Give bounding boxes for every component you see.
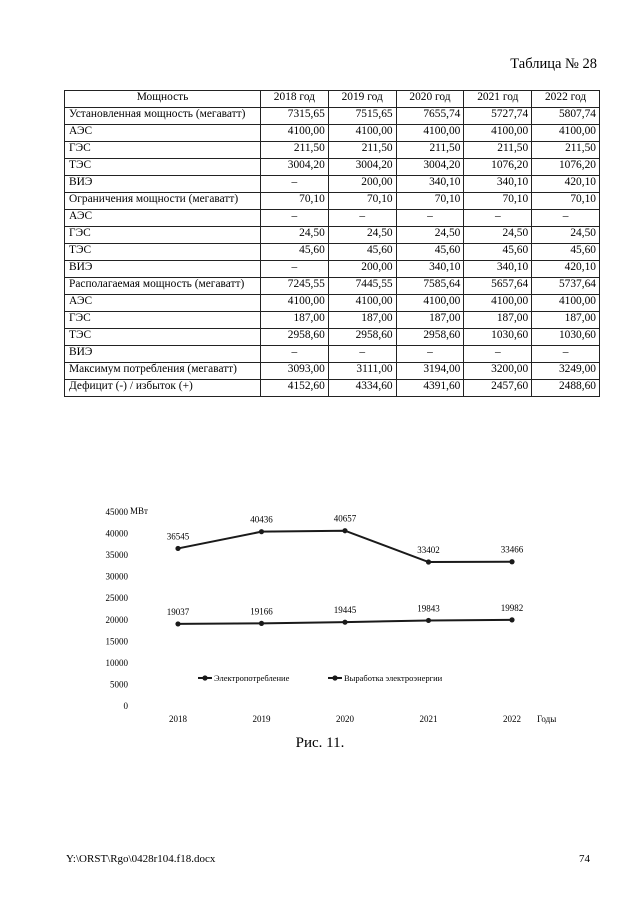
y-tick-label: 30000: [105, 571, 128, 582]
table-cell: 2457,60: [464, 380, 532, 397]
table-cell: 7245,55: [261, 278, 329, 295]
table-cell: 1030,60: [464, 329, 532, 346]
table-cell: 45,60: [396, 244, 464, 261]
table-cell: 4334,60: [328, 380, 396, 397]
table-title: Таблица № 28: [510, 56, 597, 72]
table-cell: 187,00: [396, 312, 464, 329]
data-point: [426, 618, 431, 623]
row-label: Располагаемая мощность (мегаватт): [65, 278, 261, 295]
table-cell: –: [464, 210, 532, 227]
table-row: [65, 380, 600, 397]
row-label: ВИЭ: [65, 346, 261, 363]
table-cell: 4100,00: [261, 125, 329, 142]
consumption-generation-chart: [90, 500, 560, 740]
table-cell: 4100,00: [532, 125, 600, 142]
table-cell: 4100,00: [328, 295, 396, 312]
data-label: 19166: [250, 606, 273, 617]
data-point: [509, 559, 514, 564]
table-cell: 3200,00: [464, 363, 532, 380]
table-row: [65, 108, 600, 125]
row-label: ВИЭ: [65, 261, 261, 278]
table-cell: 7655,74: [396, 108, 464, 125]
legend-label: Электропотребление: [214, 672, 290, 683]
table-cell: 2488,60: [532, 380, 600, 397]
table-cell: 420,10: [532, 261, 600, 278]
row-label: ГЭС: [65, 312, 261, 329]
table-cell: 211,50: [532, 142, 600, 159]
table-cell: 200,00: [328, 261, 396, 278]
table-cell: 211,50: [261, 142, 329, 159]
table-cell: 4152,60: [261, 380, 329, 397]
data-point: [175, 621, 180, 626]
legend-swatch-marker: [332, 675, 337, 680]
table-cell: 24,50: [532, 227, 600, 244]
data-point: [342, 528, 347, 533]
table-cell: 5657,64: [464, 278, 532, 295]
table-cell: 70,10: [464, 193, 532, 210]
table-cell: 4100,00: [396, 125, 464, 142]
data-point: [259, 529, 264, 534]
table-cell: 340,10: [464, 261, 532, 278]
y-tick-label: 10000: [105, 657, 128, 668]
table-row: [65, 193, 600, 210]
table-cell: 3093,00: [261, 363, 329, 380]
table-cell: 24,50: [396, 227, 464, 244]
table-row: [65, 159, 600, 176]
y-tick-label: 25000: [105, 593, 128, 604]
table-cell: 3249,00: [532, 363, 600, 380]
page-number: 74: [579, 853, 590, 865]
data-point: [509, 617, 514, 622]
table-cell: 1030,60: [532, 329, 600, 346]
y-tick-label: 35000: [105, 550, 128, 561]
table-cell: –: [261, 346, 329, 363]
y-tick-label: 45000: [105, 507, 128, 517]
table-cell: 70,10: [261, 193, 329, 210]
data-point: [426, 559, 431, 564]
header-cell: 2022 год: [532, 91, 600, 108]
table-cell: –: [261, 176, 329, 193]
table-cell: 1076,20: [464, 159, 532, 176]
figure-caption: Рис. 11.: [295, 735, 345, 751]
table-row: [65, 261, 600, 278]
header-cell: 2020 год: [396, 91, 464, 108]
table-cell: 5727,74: [464, 108, 532, 125]
data-label: 40657: [333, 513, 357, 524]
x-tick-label: 2019: [252, 714, 271, 724]
data-label: 19843: [417, 603, 440, 614]
footer-file-path: Y:\ORST\Rgo\0428r104.f18.docx: [66, 853, 216, 865]
table-cell: 3004,20: [396, 159, 464, 176]
table-cell: 3004,20: [261, 159, 329, 176]
table-cell: 45,60: [261, 244, 329, 261]
x-tick-label: 2018: [169, 714, 187, 724]
table-cell: 3004,20: [328, 159, 396, 176]
table-row: [65, 176, 600, 193]
table-row: [65, 142, 600, 159]
row-label: ВИЭ: [65, 176, 261, 193]
header-cell: Мощность: [65, 91, 261, 108]
table-cell: 187,00: [328, 312, 396, 329]
x-tick-label: 2020: [336, 714, 354, 724]
table-cell: –: [532, 210, 600, 227]
table-cell: 187,00: [261, 312, 329, 329]
table-cell: 24,50: [464, 227, 532, 244]
row-label: Ограничения мощности (мегаватт): [65, 193, 261, 210]
table-cell: 420,10: [532, 176, 600, 193]
table-cell: –: [396, 210, 464, 227]
table-cell: 1076,20: [532, 159, 600, 176]
row-label: АЭС: [65, 295, 261, 312]
table-row: [65, 363, 600, 380]
row-label: ГЭС: [65, 227, 261, 244]
table-cell: 70,10: [328, 193, 396, 210]
table-cell: –: [328, 210, 396, 227]
x-axis-label: Годы: [537, 714, 557, 724]
data-point: [175, 546, 180, 551]
data-label: 40436: [250, 514, 273, 525]
table-cell: 24,50: [328, 227, 396, 244]
table-row: [65, 125, 600, 142]
table-cell: 211,50: [464, 142, 532, 159]
y-tick-label: 15000: [105, 636, 128, 647]
y-tick-label: 40000: [105, 528, 128, 539]
table-cell: 187,00: [532, 312, 600, 329]
table-cell: 2958,60: [261, 329, 329, 346]
row-label: ТЭС: [65, 159, 261, 176]
data-label: 19982: [500, 602, 524, 613]
table-cell: 5737,64: [532, 278, 600, 295]
table-cell: 4100,00: [328, 125, 396, 142]
row-label: Максимум потребления (мегаватт): [65, 363, 261, 380]
table-cell: 70,10: [396, 193, 464, 210]
row-label: Дефицит (-) / избыток (+): [65, 380, 261, 397]
header-cell: 2018 год: [261, 91, 329, 108]
row-label: ТЭС: [65, 244, 261, 261]
table-cell: 4100,00: [464, 295, 532, 312]
table-row: [65, 329, 600, 346]
table-cell: 4100,00: [261, 295, 329, 312]
table-row: [65, 210, 600, 227]
table-cell: 24,50: [261, 227, 329, 244]
legend-label: Выработка электроэнергии: [344, 672, 443, 683]
y-tick-label: 20000: [105, 614, 128, 625]
unit-label: МВт: [130, 506, 148, 516]
data-label: 36545: [166, 531, 190, 542]
table-cell: 4100,00: [464, 125, 532, 142]
table-cell: 4391,60: [396, 380, 464, 397]
data-label: 19445: [333, 605, 357, 616]
table-cell: 340,10: [396, 176, 464, 193]
table-cell: 7515,65: [328, 108, 396, 125]
table-cell: –: [328, 346, 396, 363]
table-cell: 45,60: [328, 244, 396, 261]
table-cell: 3194,00: [396, 363, 464, 380]
table-cell: 200,00: [328, 176, 396, 193]
table-cell: 340,10: [464, 176, 532, 193]
table-row: [65, 346, 600, 363]
table-cell: 45,60: [464, 244, 532, 261]
data-label: 33402: [417, 545, 440, 556]
table-cell: –: [464, 346, 532, 363]
table-cell: –: [261, 210, 329, 227]
data-label: 33466: [500, 544, 524, 555]
table-cell: 340,10: [396, 261, 464, 278]
table-cell: 2958,60: [328, 329, 396, 346]
row-label: ТЭС: [65, 329, 261, 346]
table-cell: 211,50: [396, 142, 464, 159]
table-header-row: [65, 91, 600, 108]
header-cell: 2019 год: [328, 91, 396, 108]
table-cell: 5807,74: [532, 108, 600, 125]
x-tick-label: 2021: [419, 714, 438, 724]
table-row: [65, 244, 600, 261]
table-cell: 187,00: [464, 312, 532, 329]
y-tick-label: 5000: [110, 679, 128, 690]
table-cell: 4100,00: [396, 295, 464, 312]
table-cell: 3111,00: [328, 363, 396, 380]
y-tick-label: 0: [123, 701, 128, 711]
data-label: 19037: [166, 606, 190, 617]
table-row: [65, 295, 600, 312]
row-label: Установленная мощность (мегаватт): [65, 108, 261, 125]
table-cell: 7445,55: [328, 278, 396, 295]
legend-swatch-marker: [202, 675, 207, 680]
table-cell: –: [396, 346, 464, 363]
row-label: АЭС: [65, 210, 261, 227]
row-label: АЭС: [65, 125, 261, 142]
header-cell: 2021 год: [464, 91, 532, 108]
table-cell: 211,50: [328, 142, 396, 159]
data-point: [259, 621, 264, 626]
table-row: [65, 227, 600, 244]
data-point: [342, 620, 347, 625]
table-cell: –: [261, 261, 329, 278]
row-label: ГЭС: [65, 142, 261, 159]
table-row: [65, 278, 600, 295]
capacity-table: [64, 90, 600, 397]
table-row: [65, 312, 600, 329]
table-cell: 45,60: [532, 244, 600, 261]
table-cell: 7315,65: [261, 108, 329, 125]
table-cell: 7585,64: [396, 278, 464, 295]
table-cell: 70,10: [532, 193, 600, 210]
table-cell: –: [532, 346, 600, 363]
x-tick-label: 2022: [503, 714, 521, 724]
table-cell: 2958,60: [396, 329, 464, 346]
series-line: [178, 531, 512, 562]
table-cell: 4100,00: [532, 295, 600, 312]
